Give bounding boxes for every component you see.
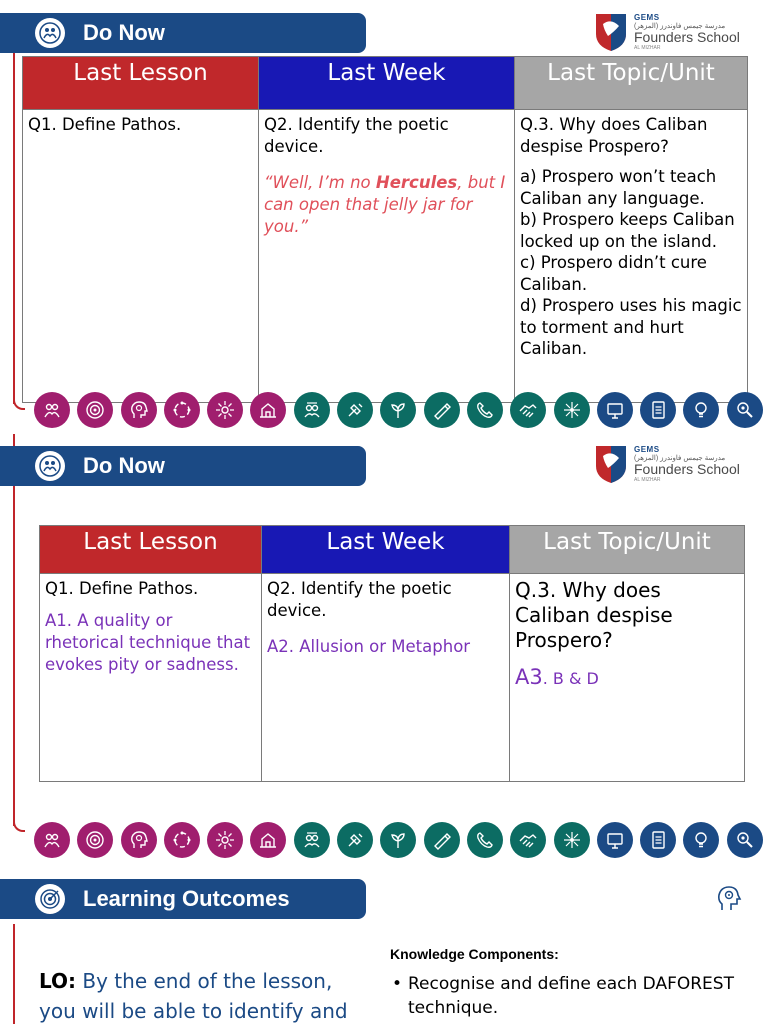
handshake-icon xyxy=(510,822,546,858)
network-icon xyxy=(554,392,590,428)
question-2: Q2. Identify the poetic device. xyxy=(264,115,449,156)
pencil-hand-icon xyxy=(424,392,460,428)
option-b: b) Prospero keeps Caliban locked up on the island. xyxy=(520,210,735,251)
logo-branch: AL MIZHAR xyxy=(634,477,661,483)
head-gear-icon xyxy=(716,884,742,912)
cell-last-lesson xyxy=(40,574,262,782)
banner-title: Learning Outcomes xyxy=(83,886,290,911)
option-d: d) Prospero uses his magic to torment and hurt Caliban. xyxy=(520,296,742,358)
house-icon xyxy=(250,822,286,858)
logo-brand: GEMS xyxy=(634,445,660,454)
logo-school-name: Founders School xyxy=(634,29,740,45)
red-margin-line xyxy=(13,434,15,826)
head-brain-icon xyxy=(121,392,157,428)
head-brain-icon xyxy=(121,822,157,858)
shield-logo-icon xyxy=(594,12,628,52)
banner-title: Do Now xyxy=(83,453,165,478)
question-1: Q1. Define Pathos. xyxy=(28,115,182,134)
people-hands-icon xyxy=(34,822,70,858)
quote-emphasis: Hercules xyxy=(375,173,458,192)
handshake-icon xyxy=(510,392,546,428)
learning-objective xyxy=(39,966,359,1024)
network-icon xyxy=(554,822,590,858)
phone-icon xyxy=(467,392,503,428)
icon-strip xyxy=(34,822,763,858)
cell-last-topic xyxy=(510,574,745,782)
cycle-icon xyxy=(164,392,200,428)
target-icon xyxy=(35,884,65,914)
knowledge-component-text: Recognise and define each DAFOREST technique. xyxy=(408,974,734,1018)
cell-last-lesson xyxy=(23,110,259,403)
header-last-week: Last Week xyxy=(259,57,515,110)
logo-arabic-name: مدرسة جيمس فاوندرز (المزهر) xyxy=(634,455,726,462)
people-hands-icon xyxy=(35,18,65,48)
answer-2: A2. Allusion or Metaphor xyxy=(267,637,471,656)
plant-icon xyxy=(380,392,416,428)
lo-label: LO: xyxy=(39,969,77,993)
cell-last-topic xyxy=(515,110,748,403)
phone-icon xyxy=(467,822,503,858)
slide-do-now-answers xyxy=(0,432,768,864)
answer-1: A1. A quality or rhetorical technique that evokes pity or sadness. xyxy=(45,611,251,674)
lo-text: By the end of the lesson, you will be able to identify and xyxy=(39,969,348,1023)
header-last-week: Last Week xyxy=(262,526,510,574)
bullet: • xyxy=(392,974,403,994)
shield-logo-icon xyxy=(594,444,628,484)
do-now-answer-table xyxy=(39,525,745,782)
search-gear-icon xyxy=(727,392,763,428)
checklist-icon xyxy=(640,392,676,428)
checklist-icon xyxy=(640,822,676,858)
cycle-icon xyxy=(164,822,200,858)
do-now-table xyxy=(22,56,748,403)
knowledge-component-item xyxy=(392,972,752,1020)
option-a: a) Prospero won’t teach Caliban any language. xyxy=(520,167,717,208)
answer-3: A3. B & D xyxy=(515,665,599,689)
question-1: Q1. Define Pathos. xyxy=(45,579,199,598)
icon-strip xyxy=(34,392,763,428)
plant-icon xyxy=(380,822,416,858)
red-margin-line xyxy=(13,44,15,404)
school-logo xyxy=(594,444,740,484)
red-margin-hook xyxy=(13,820,25,832)
people-hands-icon xyxy=(35,451,65,481)
red-margin-line xyxy=(13,924,15,1024)
question-2: Q2. Identify the poetic device. xyxy=(267,579,452,620)
pencil-hand-icon xyxy=(424,822,460,858)
tools-icon xyxy=(337,822,373,858)
header-last-topic: Last Topic/Unit xyxy=(515,57,748,110)
knowledge-components-title: Knowledge Components: xyxy=(390,946,559,962)
learning-outcomes-banner xyxy=(0,879,366,919)
option-c: c) Prospero didn’t cure Caliban. xyxy=(520,253,707,294)
do-now-banner xyxy=(0,446,366,486)
sparkle-idea-icon xyxy=(207,392,243,428)
lightbulb-icon xyxy=(683,392,719,428)
house-icon xyxy=(250,392,286,428)
computer-icon xyxy=(597,822,633,858)
logo-brand: GEMS xyxy=(634,13,660,22)
logo-school-name: Founders School xyxy=(634,461,740,477)
people-hands-icon xyxy=(34,392,70,428)
target-icon xyxy=(77,392,113,428)
header-last-lesson: Last Lesson xyxy=(40,526,262,574)
computer-icon xyxy=(597,392,633,428)
question-3: Q.3. Why does Caliban despise Prospero? xyxy=(520,115,708,156)
group-icon xyxy=(294,822,330,858)
do-now-banner xyxy=(0,13,366,53)
header-last-lesson: Last Lesson xyxy=(23,57,259,110)
lightbulb-icon xyxy=(683,822,719,858)
cell-last-week xyxy=(262,574,510,782)
sparkle-idea-icon xyxy=(207,822,243,858)
banner-title: Do Now xyxy=(83,20,165,45)
slide-do-now-questions xyxy=(0,0,768,432)
poetic-quote: “Well, I’m no Hercules, but I can open that jelly jar for you.” xyxy=(264,173,506,236)
school-logo xyxy=(594,12,740,52)
cell-last-week xyxy=(259,110,515,403)
logo-branch: AL MIZHAR xyxy=(634,45,661,51)
question-3: Q.3. Why does Caliban despise Prospero? xyxy=(515,578,673,652)
group-icon xyxy=(294,392,330,428)
search-gear-icon xyxy=(727,822,763,858)
slide-learning-outcomes xyxy=(0,864,768,1024)
header-last-topic: Last Topic/Unit xyxy=(510,526,745,574)
target-icon xyxy=(77,822,113,858)
logo-arabic-name: مدرسة جيمس فاوندرز (المزهر) xyxy=(634,23,726,30)
tools-icon xyxy=(337,392,373,428)
